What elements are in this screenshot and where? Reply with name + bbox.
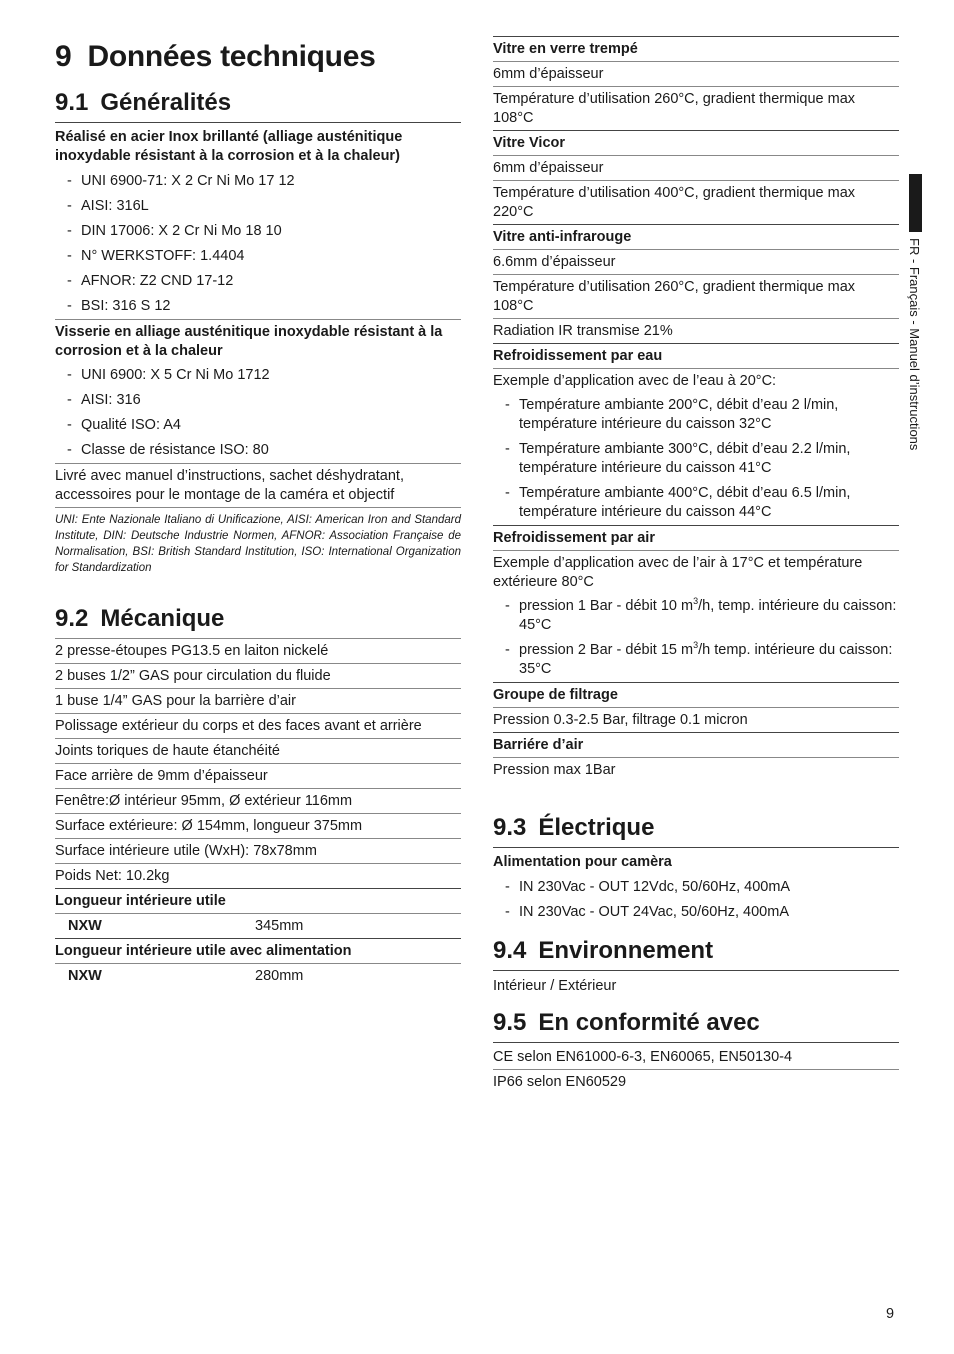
power-list <box>493 875 899 925</box>
side-language-label: FR - Français - Manuel d’instructions <box>907 238 922 451</box>
list-item: - AISI: 316 <box>55 388 461 413</box>
section-9-4 <box>493 936 899 996</box>
list-item: - DIN 17006: X 2 Cr Ni Mo 18 10 <box>55 219 461 244</box>
spec-row: Température d’utilisation 260°C, gradient thermique max 108°C <box>493 274 899 318</box>
air-heading: Refroidissement par air <box>493 525 899 550</box>
spec-row: Face arrière de 9mm d’épaisseur <box>55 763 461 788</box>
model-key: NXW <box>68 918 102 934</box>
spec-row: Poids Net: 10.2kg <box>55 863 461 888</box>
spec-row: 6mm d’épaisseur <box>493 155 899 180</box>
filter-heading: Groupe de filtrage <box>493 682 899 707</box>
environment-value: Intérieur / Extérieur <box>493 978 617 994</box>
spec-row: Surface intérieure utile (WxH): 78x78mm <box>55 838 461 863</box>
list-item: - Température ambiante 400°C, débit d’eau 6.5 l/min, température intérieure du caisson 44°C <box>493 481 899 525</box>
section-heading: 9.2 Mécanique <box>55 604 461 639</box>
conformity-row: IP66 selon EN60529 <box>493 1069 899 1094</box>
list-item: - pression 2 Bar - débit 15 $m^3/h$ temp. intérieure du caisson: 35°C <box>493 638 899 682</box>
list-item: - AISI: 316L <box>55 194 461 219</box>
vicor-heading: Vitre Vicor <box>493 130 899 155</box>
language-tab-marker <box>909 174 922 232</box>
section-9-3 <box>493 813 899 925</box>
air-intro: Exemple d’application avec de l’air à 17°C et température extérieure 80°C <box>493 550 899 594</box>
spec-row: Température d’utilisation 260°C, gradient thermique max 108°C <box>493 86 899 130</box>
list-item: - IN 230Vac - OUT 24Vac, 50/60Hz, 400mA <box>493 900 899 925</box>
spec-row: Fenêtre:Ø intérieur 95mm, Ø extérieur 116mm <box>55 788 461 813</box>
spec-row: Surface extérieure: Ø 154mm, longueur 375mm <box>55 813 461 838</box>
barrier-heading: Barriére d’air <box>493 732 899 757</box>
steel-list <box>55 169 461 319</box>
power-heading: Alimentation pour camèra <box>493 854 672 870</box>
steel-heading: Réalisé en acier Inox brillanté (alliage austénitique inoxydable résistant à la corrosion et à la chaleur) <box>55 129 403 164</box>
length-heading: Longueur intérieure utile <box>55 888 461 913</box>
section-9-1 <box>55 88 461 582</box>
length-value: 280mm <box>255 968 304 984</box>
water-heading: Refroidissement par eau <box>493 343 899 368</box>
spec-row: Joints toriques de haute étanchéité <box>55 738 461 763</box>
supplied-text: Livré avec manuel d’instructions, sachet déshydratant, accessoires pour le montage de la caméra et objectif <box>55 463 461 507</box>
screws-list <box>55 363 461 463</box>
water-list <box>493 393 899 525</box>
length-power-row <box>55 963 461 988</box>
section-9-2 <box>55 604 461 988</box>
section-heading: 9.4 Environnement <box>493 936 899 971</box>
spec-row: Polissage extérieur du corps et des faces avant et arrière <box>55 713 461 738</box>
length-power-heading: Longueur intérieure utile avec alimentation <box>55 938 461 963</box>
list-item: - N° WERKSTOFF: 1.4404 <box>55 244 461 269</box>
spec-row: Radiation IR transmise 21% <box>493 318 899 343</box>
page-number: 9 <box>886 1306 895 1322</box>
air-list <box>493 594 899 682</box>
glass-heading: Vitre en verre trempé <box>493 36 899 61</box>
list-item: - Température ambiante 300°C, débit d’eau 2.2 l/min, température intérieure du caisson 41°C <box>493 437 899 481</box>
page-title-text: Données techniques <box>87 40 376 73</box>
spec-row: 6.6mm d’épaisseur <box>493 249 899 274</box>
optics-cooling-block <box>493 36 899 782</box>
section-heading: 9.3 Électrique <box>493 813 899 848</box>
model-key: NXW <box>68 968 102 984</box>
spec-row: 1 buse 1/4” GAS pour la barrière d’air <box>55 688 461 713</box>
page-title-number: 9 <box>55 40 72 73</box>
water-intro: Exemple d’application avec de l’eau à 20°C: <box>493 368 899 393</box>
conformity-row: CE selon EN61000-6-3, EN60065, EN50130-4 <box>493 1049 793 1065</box>
spec-row: Pression max 1Bar <box>493 757 899 782</box>
spec-row: Température d’utilisation 400°C, gradient thermique max 220°C <box>493 180 899 224</box>
abbreviations-note: UNI: Ente Nazionale Italiano di Unificazione, AISI: American Iron and Standard Institute, DIN: Deutsche Industrie Normen, AFNOR: Association Française de Normalisation, BSI: British Standard Institution, ISO: International Organization for Standardization <box>55 507 461 582</box>
list-item: - Classe de résistance ISO: 80 <box>55 438 461 463</box>
screws-heading: Visserie en alliage austénitique inoxydable résistant à la corrosion et à la chaleur <box>55 319 461 363</box>
spec-row: 2 buses 1/2” GAS pour circulation du fluide <box>55 663 461 688</box>
list-item: - Température ambiante 200°C, débit d’eau 2 l/min, température intérieure du caisson 32°C <box>493 393 899 437</box>
section-heading: 9.1 Généralités <box>55 88 461 123</box>
list-item: - UNI 6900-71: X 2 Cr Ni Mo 17 12 <box>55 169 461 194</box>
page-title <box>55 38 375 76</box>
list-item: - Qualité ISO: A4 <box>55 413 461 438</box>
spec-row: 6mm d’épaisseur <box>493 61 899 86</box>
ir-heading: Vitre anti-infrarouge <box>493 224 899 249</box>
list-item: - AFNOR: Z2 CND 17-12 <box>55 269 461 294</box>
list-item: - IN 230Vac - OUT 12Vdc, 50/60Hz, 400mA <box>493 875 899 900</box>
section-9-5 <box>493 1008 899 1094</box>
list-item: - BSI: 316 S 12 <box>55 294 461 319</box>
section-heading: 9.5 En conformité avec <box>493 1008 899 1043</box>
length-value: 345mm <box>255 918 304 934</box>
list-item: - pression 1 Bar - débit 10 $m^3/h$, temp. intérieure du caisson: 45°C <box>493 594 899 638</box>
length-row <box>55 913 461 938</box>
spec-row: Pression 0.3-2.5 Bar, filtrage 0.1 micron <box>493 707 899 732</box>
list-item: - UNI 6900: X 5 Cr Ni Mo 1712 <box>55 363 461 388</box>
spec-row: 2 presse-étoupes PG13.5 en laiton nickelé <box>55 643 329 659</box>
